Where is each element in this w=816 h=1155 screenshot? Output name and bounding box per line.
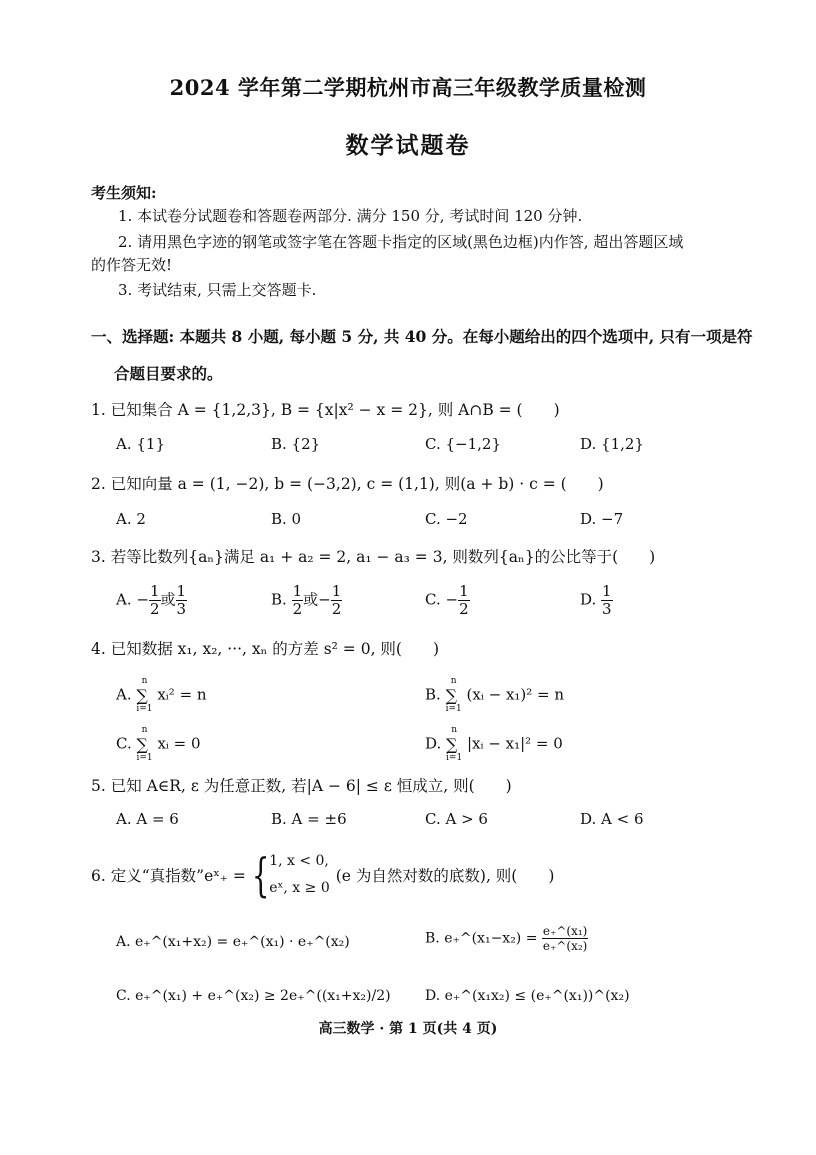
option-label: A. <box>116 685 132 704</box>
sum-upper: n <box>451 725 458 735</box>
q5-option-a: A. A = 6 <box>116 810 179 828</box>
fraction <box>542 925 588 952</box>
piecewise-cases <box>269 848 330 901</box>
summation <box>446 675 462 716</box>
denominator: 2 <box>149 600 160 618</box>
sigma-symbol: ∑ <box>136 734 148 754</box>
notice-item-2: 2. 请用黑色字迹的钢笔或签字笔在答题卡指定的区域(黑色边框)内作答, 超出答题区域 <box>118 233 684 251</box>
option-label: A. <box>116 590 132 609</box>
question-1-stem: 1. 已知集合 A = {1,2,3}, B = {x|x² − x = 2}, 则 A∩B = ( ) <box>91 401 560 419</box>
section-heading: 一、选择题: 本题共 8 小题, 每小题 5 分, 共 40 分。在每小题给出的四个选项中, 只有一项是符 <box>91 327 753 346</box>
q5-option-d: D. A < 6 <box>580 810 644 828</box>
q4-option-b <box>425 675 564 716</box>
q2-option-b: B. 0 <box>271 510 302 528</box>
or-text: 或 <box>160 590 176 609</box>
sigma-symbol: ∑ <box>136 685 148 705</box>
question-6-stem <box>91 845 554 905</box>
stem-suffix: (e 为自然对数的底数), 则( ) <box>335 867 555 885</box>
option-label: B. e₊^(x₁−x₂) = <box>425 930 538 947</box>
option-label: B. <box>271 590 287 609</box>
q3-option-d <box>580 584 613 617</box>
q4-option-a <box>116 675 207 716</box>
expression: |xᵢ − x₁|² = 0 <box>466 734 563 753</box>
q2-option-c: C. −2 <box>425 510 468 528</box>
denominator: 2 <box>292 600 303 618</box>
minus-sign: − <box>445 590 459 609</box>
option-label: B. <box>425 685 441 704</box>
denominator: e₊^(x₂) <box>542 939 588 953</box>
fraction <box>601 584 613 617</box>
question-3-stem: 3. 若等比数列{aₙ}满足 a₁ + a₂ = 2, a₁ − a₃ = 3, 则数列{aₙ}的公比等于( ) <box>91 548 656 566</box>
q3-option-a <box>116 584 187 617</box>
question-5-stem: 5. 已知 A∈R, ε 为任意正数, 若|A − 6| ≤ ε 恒成立, 则( ) <box>91 777 512 795</box>
sum-lower: i=1 <box>136 752 153 763</box>
sum-lower: i=1 <box>446 752 463 763</box>
summation <box>136 675 152 716</box>
case-2: eˣ, x ≥ 0 <box>269 880 330 896</box>
numerator: 1 <box>459 582 469 600</box>
q4-option-d <box>425 724 563 765</box>
q3-option-c <box>425 584 470 617</box>
q1-option-a: A. {1} <box>116 435 165 453</box>
q6-option-a: A. e₊^(x₁+x₂) = e₊^(x₁) · e₊^(x₂) <box>116 934 350 950</box>
numerator: 1 <box>176 582 187 600</box>
expression: xᵢ = 0 <box>157 734 201 753</box>
q3-option-b <box>271 584 342 617</box>
numerator: e₊^(x₁) <box>542 924 588 938</box>
fraction <box>458 584 470 617</box>
denominator: 2 <box>331 600 342 618</box>
summation <box>446 724 462 765</box>
q1-option-c: C. {−1,2} <box>425 435 501 453</box>
brace-symbol: { <box>251 848 270 902</box>
sum-upper: n <box>450 676 457 686</box>
sum-upper: n <box>141 725 148 735</box>
page-footer: 高三数学 · 第 1 页(共 4 页) <box>318 1021 498 1037</box>
q6-option-d: D. e₊^(x₁x₂) ≤ (e₊^(x₁))^(x₂) <box>425 988 630 1004</box>
sigma-symbol: ∑ <box>445 685 457 705</box>
page-title: 2024 学年第二学期杭州市高三年级教学质量检测 <box>169 75 647 100</box>
fraction <box>331 584 343 617</box>
q5-option-c: C. A > 6 <box>425 810 488 828</box>
q1-option-d: D. {1,2} <box>580 435 644 453</box>
sigma-symbol: ∑ <box>446 734 458 754</box>
fraction <box>292 584 304 617</box>
numerator: 1 <box>149 582 160 600</box>
fraction <box>176 584 188 617</box>
page-subtitle: 数学试题卷 <box>345 132 471 159</box>
option-label: C. <box>116 734 132 753</box>
section-heading-cont: 合题目要求的。 <box>114 364 223 383</box>
q6-option-b <box>425 925 588 952</box>
q4-option-c <box>116 724 201 765</box>
option-label: C. <box>425 590 441 609</box>
notice-heading: 考生须知: <box>91 184 157 202</box>
numerator: 1 <box>292 582 303 600</box>
sum-lower: i=1 <box>136 703 153 714</box>
q1-option-b: B. {2} <box>271 435 321 453</box>
expression: (xᵢ − x₁)² = n <box>466 685 565 704</box>
question-2-stem: 2. 已知向量 a = (1, −2), b = (−3,2), c = (1,1), 则(a + b) · c = ( ) <box>91 475 604 493</box>
q6-option-c: C. e₊^(x₁) + e₊^(x₂) ≥ 2e₊^((x₁+x₂)/2) <box>116 988 391 1004</box>
option-label: D. <box>425 734 442 753</box>
or-text: 或 <box>303 590 319 609</box>
numerator: 1 <box>602 582 612 600</box>
stem-prefix: 6. 定义“真指数”eˣ₊ = <box>91 867 246 885</box>
q5-option-b: B. A = ±6 <box>271 810 347 828</box>
denominator: 3 <box>602 600 612 618</box>
question-4-stem: 4. 已知数据 x₁, x₂, ···, xₙ 的方差 s² = 0, 则( ) <box>91 640 440 658</box>
minus-sign: − <box>136 590 149 609</box>
minus-sign: − <box>318 590 331 609</box>
notice-item-1: 1. 本试卷分试题卷和答题卷两部分. 满分 150 分, 考试时间 120 分钟. <box>118 207 583 225</box>
sum-lower: i=1 <box>445 703 462 714</box>
denominator: 2 <box>459 600 469 618</box>
fraction <box>149 584 161 617</box>
expression: xᵢ² = n <box>157 685 207 704</box>
sum-upper: n <box>141 676 148 686</box>
summation <box>137 724 153 765</box>
denominator: 3 <box>176 600 187 618</box>
numerator: 1 <box>331 582 342 600</box>
notice-item-2-cont: 的作答无效! <box>91 256 173 274</box>
q2-option-d: D. −7 <box>580 510 624 528</box>
case-1: 1, x < 0, <box>269 853 329 870</box>
option-label: D. <box>580 590 597 609</box>
notice-item-3: 3. 考试结束, 只需上交答题卡. <box>118 281 317 299</box>
q2-option-a: A. 2 <box>116 510 146 528</box>
